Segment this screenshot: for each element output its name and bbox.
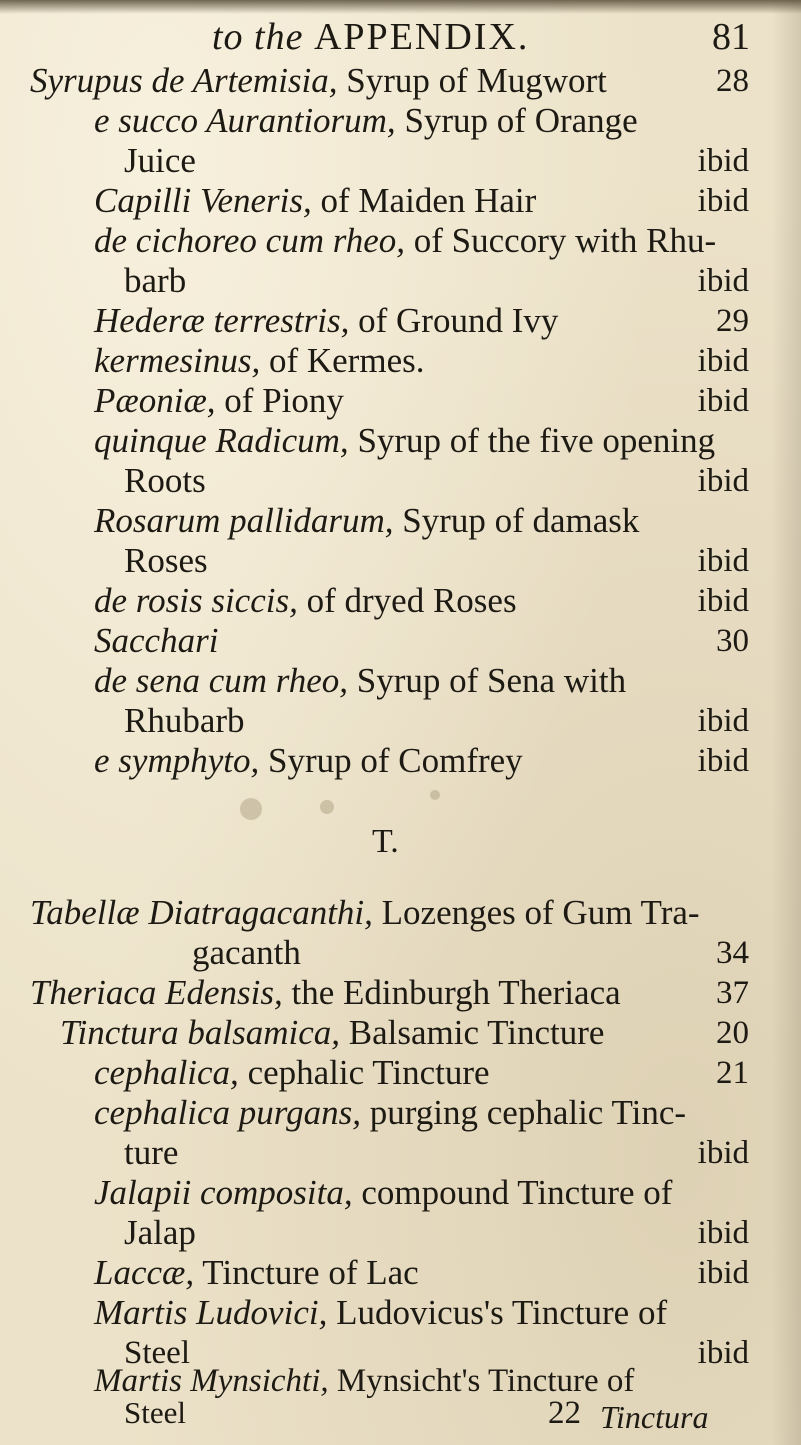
entry-line: Martis Mynsichti, Mynsicht's Tincture of [94,1363,635,1399]
entry-line: Laccæ, Tincture of Lac [94,1253,419,1292]
running-head [212,12,529,62]
entry-ref [629,420,749,462]
entry-ref [629,1292,749,1334]
entry-ref: ibid [697,1335,749,1371]
entry-ref: ibid [697,343,749,379]
entry-line: Tabellæ Diatragacanthi, Lozenges of Gum Tra- [30,893,700,932]
entry-ref: ibid [697,143,749,179]
entry-ref [629,892,749,934]
entry-line: e symphyto, Syrup of Comfrey [94,741,523,780]
entry-ref: ibid [697,463,749,499]
entry-line: Steel [124,1335,190,1371]
entry-ref [629,1092,749,1134]
entry-line: Sacchari [94,621,219,660]
entry-line: Martis Ludovici, Ludovicus's Tincture of [94,1293,668,1332]
entry-ref: ibid [697,183,749,219]
entry-ref [629,100,749,142]
entry-ref: 21 [716,1055,749,1091]
section-heading-t: T. [372,823,399,860]
entry-ref: ibid [697,1135,749,1171]
entry-line: cephalica purgans, purging cephalic Tinc- [94,1093,687,1132]
ink-stain [240,798,262,820]
entry-line: quinque Radicum, Syrup of the five opening [94,421,716,460]
entry-line: Theriaca Edensis, the Edinburgh Theriaca [30,973,621,1012]
entry-ref [629,1172,749,1214]
entry-line: e succo Aurantiorum, Syrup of Orange [94,101,638,140]
entry-line: gacanth [192,933,301,972]
entry-ref: ibid [697,703,749,739]
entry-line: cephalica, cephalic Tincture [94,1053,490,1092]
entry-ref [629,660,749,702]
entry-ref [629,220,749,262]
entry-line: Rosarum pallidarum, Syrup of damask [94,501,640,540]
entry-ref: 30 [716,623,749,659]
entry-ref: 29 [716,303,749,339]
catchword: Tinctura [600,1399,709,1435]
entry-ref: ibid [697,543,749,579]
entry-line: Hederæ terrestris, of Ground Ivy [94,301,559,340]
entry-line: Jalap [124,1213,196,1252]
entry-ref: 34 [716,935,749,971]
entry-ref: 20 [716,1015,749,1051]
entry-line: barb [124,261,187,300]
entry-line: Tinctura balsamica, Balsamic Tincture [60,1013,605,1052]
entry-ref: ibid [697,743,749,779]
entry-line: Steel [124,1395,186,1430]
running-head-prefix: to the [212,16,304,58]
entry-line: Syrupus de Artemisia, Syrup of Mugwort [30,61,607,100]
entry-ref: ibid [697,263,749,299]
entry-line: Pæoniæ, of Piony [94,381,344,420]
running-head-title: APPENDIX. [313,16,530,58]
entry-ref: 28 [716,63,749,99]
entry-line: Roots [124,461,206,500]
entry-line: Roses [124,541,208,580]
entry-ref: 37 [716,975,749,1011]
entry-ref: ibid [697,383,749,419]
entry-line: ture [124,1133,179,1172]
entry-ref: ibid [697,583,749,619]
entry-line: Rhubarb [124,701,245,740]
page-number: 81 [712,16,750,58]
entry-line: kermesinus, of Kermes. [94,341,425,380]
entry-line: de cichoreo cum rheo, of Succory with Rhu- [94,221,717,260]
page-right-shadow [771,0,801,1445]
ink-stain [430,790,440,800]
entry-ref: ibid [697,1215,749,1251]
ink-stain [320,800,334,814]
entry-line: de rosis siccis, of dryed Roses [94,581,517,620]
entry-line: Juice [124,141,196,180]
entry-ref: 22 [548,1395,581,1431]
entry-ref: ibid [697,1255,749,1291]
entry-line: de sena cum rheo, Syrup of Sena with [94,661,627,700]
entry-line: Jalapii composita, compound Tincture of [94,1173,673,1212]
entry-ref [629,500,749,542]
entry-line: Capilli Veneris, of Maiden Hair [94,181,537,220]
